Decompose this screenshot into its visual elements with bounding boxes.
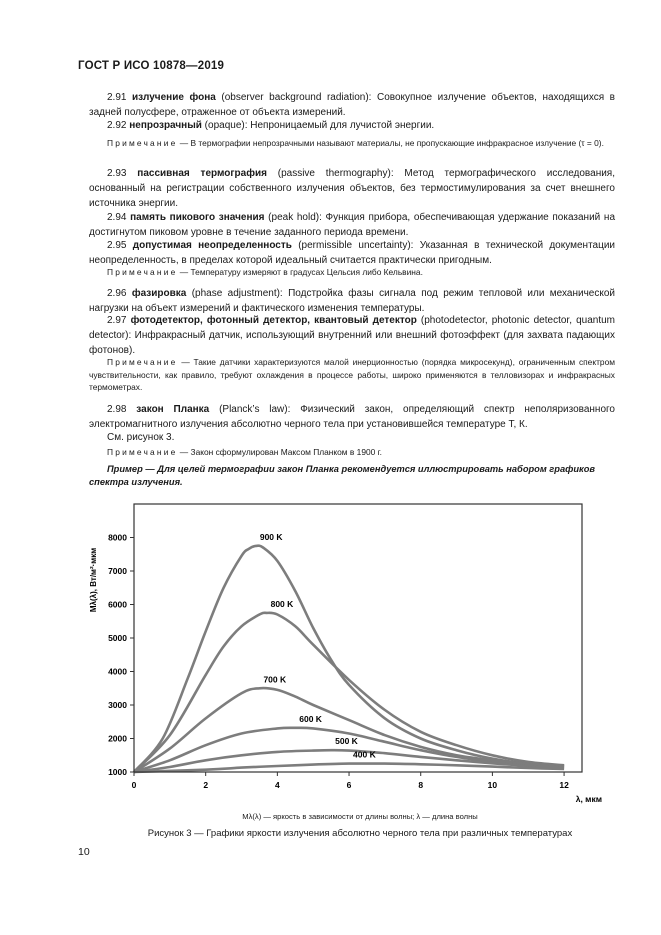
entry-2-94 bbox=[89, 210, 615, 240]
entry-text: (observer background radiation): Совокупное излучение объектов, находящихся в задней полусфере, отраженное от объекта измерений. bbox=[89, 92, 615, 118]
figure-caption: Рисунок 3 — Графики яркости излучения абсолютно черного тела при различных температурах bbox=[147, 828, 573, 839]
note-2 bbox=[89, 266, 615, 279]
entry-number: 2.96 bbox=[107, 288, 127, 299]
x-tick-label: 4 bbox=[274, 780, 280, 790]
entry-2-91 bbox=[89, 90, 615, 120]
note-label: Примечание bbox=[107, 267, 178, 277]
entry-number: 2.92 bbox=[107, 120, 127, 131]
x-tick-label: 0 bbox=[131, 780, 137, 790]
entry-number: 2.98 bbox=[107, 404, 127, 415]
entry-term: непрозрачный bbox=[129, 120, 202, 131]
example-text: Пример — Для целей термографии закон Планка рекомендуется иллюстрировать набором графиков спектра излучения. bbox=[89, 464, 596, 487]
chart-svg bbox=[70, 500, 610, 820]
y-tick-label: 7000 bbox=[108, 566, 127, 576]
y-tick-label: 5000 bbox=[108, 633, 127, 643]
y-tick-label: 6000 bbox=[108, 599, 127, 610]
entry-term: излучение фона bbox=[132, 92, 216, 103]
y-tick-label: 8000 bbox=[108, 532, 127, 543]
x-tick-label: 6 bbox=[346, 780, 352, 790]
note-text: — Закон сформулирован Максом Планком в 1900 г. bbox=[177, 447, 382, 457]
entry-number: 2.91 bbox=[107, 92, 127, 103]
y-tick-label: 4000 bbox=[108, 666, 127, 677]
plot-frame bbox=[134, 504, 582, 772]
chart-y-ticks bbox=[108, 533, 134, 778]
label-series-800k: 800 K bbox=[270, 598, 294, 609]
entry-text: (phase adjustment): Подстройка фазы сигнала под режим тепловой или механической нагрузки на объект измерений и фактического изменения температуры. bbox=[89, 288, 615, 314]
entry-2-93 bbox=[89, 166, 615, 211]
entry-text: (photodetector, photonic detector, quantum detector): Инфракрасный датчик, использующий внутренний или внешний фотоэффект (для захвата падающих фотонов). bbox=[89, 315, 615, 356]
label-series-600k: 600 K bbox=[299, 713, 322, 724]
label-series-900k: 900 K bbox=[259, 531, 283, 542]
entry-number: 2.93 bbox=[107, 168, 127, 179]
entry-text: (passive thermography): Метод термографического исследования, основанный на регистрации собственного излучения объектов, без термостимулирования за счет внешнего источника энергии. bbox=[89, 168, 615, 209]
entry-2-97 bbox=[89, 313, 615, 358]
label-series-700k: 700 K bbox=[263, 674, 287, 685]
label-series-400k: 400 K bbox=[353, 749, 376, 760]
entry-term: допустимая неопределенность bbox=[132, 240, 292, 251]
y-tick-label: 2000 bbox=[108, 733, 127, 744]
x-tick-label: 12 bbox=[559, 780, 569, 790]
y-tick-label: 3000 bbox=[108, 700, 127, 710]
label-series-500k: 500 K bbox=[335, 736, 358, 747]
entry-number: 2.94 bbox=[107, 212, 127, 223]
entry-term: фазировка bbox=[131, 288, 187, 299]
entry-term: закон Планка bbox=[136, 404, 210, 415]
page-header-title: ГОСТ Р ИСО 10878—2019 bbox=[78, 60, 225, 72]
note-text: — Такие датчики характеризуются малой инерционностью (порядка микросекунд), ограниченным спектром чувствительности, как правило, требуют охлаждения в процессе работы, широко применяются в телловизорах и инфракрасных термометрах. bbox=[89, 357, 615, 392]
entry-2-92 bbox=[89, 118, 615, 133]
entry-term: фотодетектор, фотонный детектор, квантовый детектор bbox=[130, 315, 417, 326]
x-tick-label: 8 bbox=[418, 780, 424, 790]
note-label: Примечание bbox=[107, 357, 178, 367]
entry-number: 2.95 bbox=[107, 240, 127, 251]
entry-text: (Planck’s law): Физический закон, определяющий спектр неполяризованного электромагнитного излучения абсолютно черного тела при установившейся температуре Т, К. bbox=[89, 404, 615, 430]
see-figure: См. рисунок 3. bbox=[107, 432, 175, 443]
note-3 bbox=[89, 356, 615, 394]
chart-x-ticks bbox=[132, 772, 569, 790]
page-number: 10 bbox=[78, 846, 90, 858]
entry-number: 2.97 bbox=[107, 315, 127, 326]
planck-chart bbox=[70, 500, 610, 820]
entry-text: (opaque): Непроницаемый для лучистой энергии. bbox=[201, 120, 435, 131]
figure-legend: Mλ(λ) — яркость в зависимости от длины волны; λ — длина волны bbox=[242, 812, 478, 821]
y-axis-label: Mλ(λ), Вт/м²·мкм bbox=[89, 547, 98, 613]
entry-text: (peak hold): Функция прибора, обеспечивающая удержание показаний на достигнутом пиковом уровне в течение заданного периода времени. bbox=[89, 212, 616, 238]
x-tick-label: 10 bbox=[487, 780, 498, 790]
note-1 bbox=[89, 137, 615, 150]
entry-term: пассивная термография bbox=[137, 168, 267, 179]
note-text: — Температуру измеряют в градусах Цельсия либо Кельвина. bbox=[177, 267, 423, 277]
note-text: — В термографии непрозрачными называют материалы, не пропускающие инфракрасное излучение (τ = 0). bbox=[177, 138, 604, 148]
entry-term: память пикового значения bbox=[130, 212, 265, 223]
entry-text: (permissible uncertainty): Указанная в технической документации неопределенность, в пределах которой идеальный считается практически пригодным. bbox=[89, 240, 615, 266]
note-label: Примечание bbox=[107, 138, 178, 148]
note-label: Примечание bbox=[107, 447, 178, 457]
note-4 bbox=[89, 446, 615, 459]
x-axis-label: λ, мкм bbox=[575, 794, 602, 804]
entry-2-96 bbox=[89, 286, 615, 316]
entry-2-98 bbox=[89, 402, 615, 432]
y-tick-label: 1000 bbox=[108, 767, 127, 777]
entry-2-95 bbox=[89, 238, 615, 268]
x-tick-label: 2 bbox=[203, 780, 209, 790]
